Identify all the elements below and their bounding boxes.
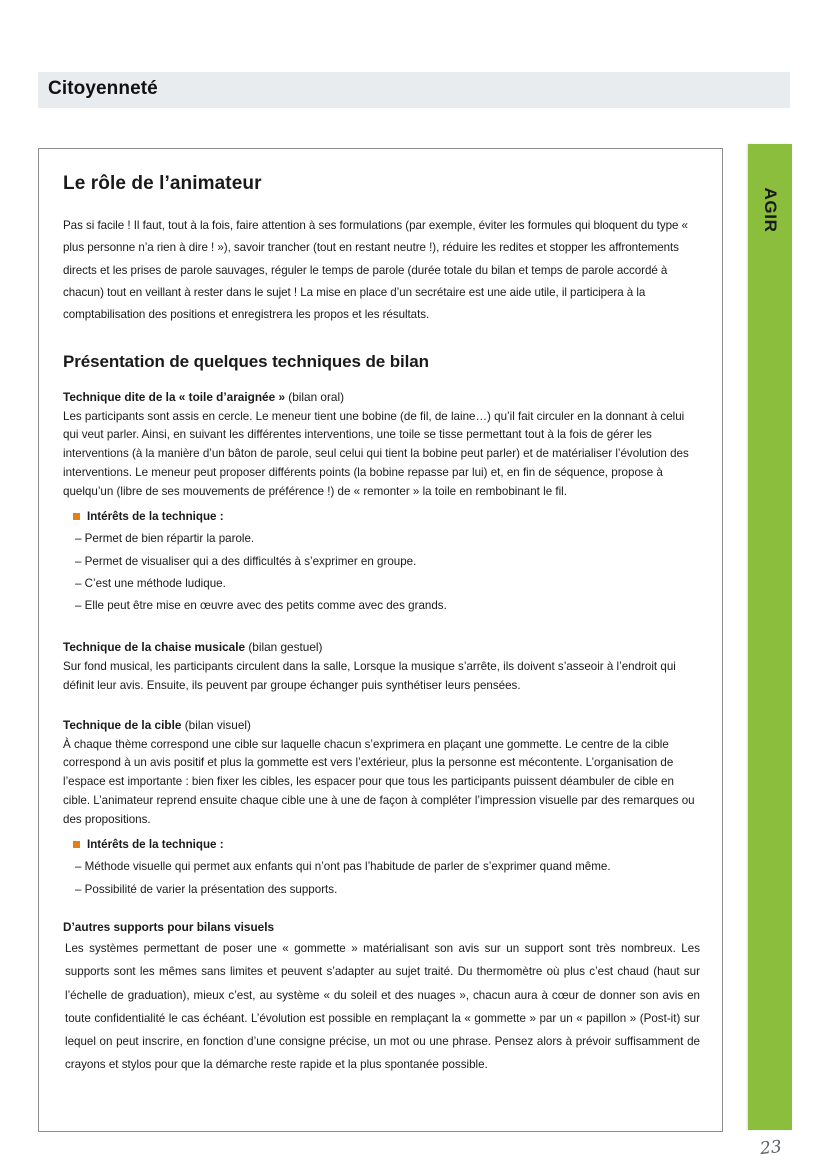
section-heading: Le rôle de l’animateur: [63, 173, 262, 194]
technique-block: [63, 638, 700, 695]
closing-block: [63, 918, 700, 1076]
technique-name: Technique de la chaise musicale: [63, 640, 246, 655]
list-item: – Possibilité de varier la présentation des supports.: [75, 879, 700, 901]
section-tab-label: AGIR: [761, 187, 780, 233]
technique-block: [63, 388, 700, 617]
interests-label: Intérêts de la technique :: [87, 510, 224, 524]
intro-paragraph: Pas si facile ! Il faut, tout à la fois, faire attention à ses formulations (par exemple, éviter les formules qui bloquent du type « plus personne n’a rien à dire ! »), savoir trancher (tout en restant neutre !), réduire les redites et stopper les affrontements directs et les prises de parole sauvages, réguler le temps de parole (durée totale du bilan et temps de parole accordé à chacun) tout en veillant à rester dans le sujet ! La mise en place d’un secrétaire est une aide utile, il participera à la comptabilisation des positions et enregistrera les propos et les résultats.: [63, 219, 688, 321]
subsection-heading: Présentation de quelques techniques de bilan: [63, 352, 429, 372]
technique-name: Technique dite de la « toile d’araignée »: [63, 390, 286, 405]
list-item: – Méthode visuelle qui permet aux enfants qui n’ont pas l’habitude de parler de s’exprimer quand même.: [75, 856, 700, 878]
interests-list: [63, 528, 700, 617]
technique-kind: (bilan oral): [288, 390, 345, 405]
square-bullet-icon: [73, 513, 80, 520]
list-item: – Permet de bien répartir la parole.: [75, 528, 700, 550]
technique-kind: (bilan visuel): [184, 718, 251, 733]
technique-heading: [63, 716, 700, 734]
technique-heading: [63, 638, 700, 656]
technique-block: [63, 716, 700, 901]
interests-label: Intérêts de la technique :: [87, 838, 224, 852]
technique-heading: [63, 388, 700, 406]
technique-body: Sur fond musical, les participants circulent dans la salle, Lorsque la musique s’arrête, ils doivent s’asseoir à l’endroit qui définit leur avis. Ensuite, ils peuvent par groupe échanger puis synthétiser leurs pensées.: [63, 659, 676, 692]
interests-heading: [73, 838, 700, 851]
section-tab-agir: [748, 144, 792, 1130]
closing-body: Les systèmes permettant de poser une « gommette » matérialisant son avis sur un support sont très nombreux. Les supports sont les mêmes sans limites et peuvent s’adapter au sujet traité. Du thermomètre où plus c’est chaud (haut sur l’échelle de graduation), mieux c’est, au système « du soleil et des nuages », chacun aura à cœur de donner son avis en toute confidentialité le cas échéant. L’évolution est possible en remplaçant la « gommette » par un « papillon » (Post-it) sur lequel on peut inscrire, en fonction d’une consigne précise, un mot ou une phrase. Pensez alors à prévoir suffisamment de crayons et stylos pour que la démarche reste rapide et la plus spontanée possible.: [65, 942, 700, 1072]
spacer: [61, 621, 700, 638]
technique-kind: (bilan gestuel): [248, 640, 323, 655]
technique-body: Les participants sont assis en cercle. Le meneur tient une bobine (de fil, de laine…) qu’il fait circuler en la donnant à celui qui veut parler. Ainsi, en suivant les différentes interventions, une toile se tisse permettant tout à la fois de gérer les interventions (à la manière d’un bâton de parole, seul celui qui tient la bobine peut parler) et de matérialiser l’évolution des interventions. Le meneur peut proposer différents points (la bobine repasse par lui) et, en fin de séquence, propose à quelqu’un (libre de ses mouvements de préférence !) de « remonter » la toile en rembobinant le fil.: [63, 409, 689, 498]
technique-body: À chaque thème correspond une cible sur laquelle chacun s’exprimera en plaçant une gommette. Le centre de la cible correspond à un avis positif et plus la gommette est vers l’extérieur, plus la personne est mécontente. L’organisation de l’espace est importante : bien fixer les cibles, les espacer pour que tous les participants puissent déambuler de cible en cible. L’animateur reprend ensuite chaque cible une à une de façon à compléter l’impression visuelle par des remarques ou des propositions.: [63, 737, 695, 826]
interests-heading: [73, 510, 700, 523]
page-title: Citoyenneté: [48, 78, 158, 99]
spacer: [61, 905, 700, 918]
square-bullet-icon: [73, 841, 80, 848]
closing-heading: [63, 918, 700, 936]
content-box: [38, 148, 723, 1132]
list-item: – Permet de visualiser qui a des difficultés à s’exprimer en groupe.: [75, 551, 700, 573]
technique-name: Technique de la cible: [63, 718, 182, 733]
list-item: – Elle peut être mise en œuvre avec des petits comme avec des grands.: [75, 595, 700, 617]
list-item: – C’est une méthode ludique.: [75, 573, 700, 595]
spacer: [61, 699, 700, 716]
page-number: 23: [759, 1136, 783, 1160]
closing-title: D’autres supports pour bilans visuels: [63, 919, 275, 934]
interests-list: [63, 856, 700, 901]
